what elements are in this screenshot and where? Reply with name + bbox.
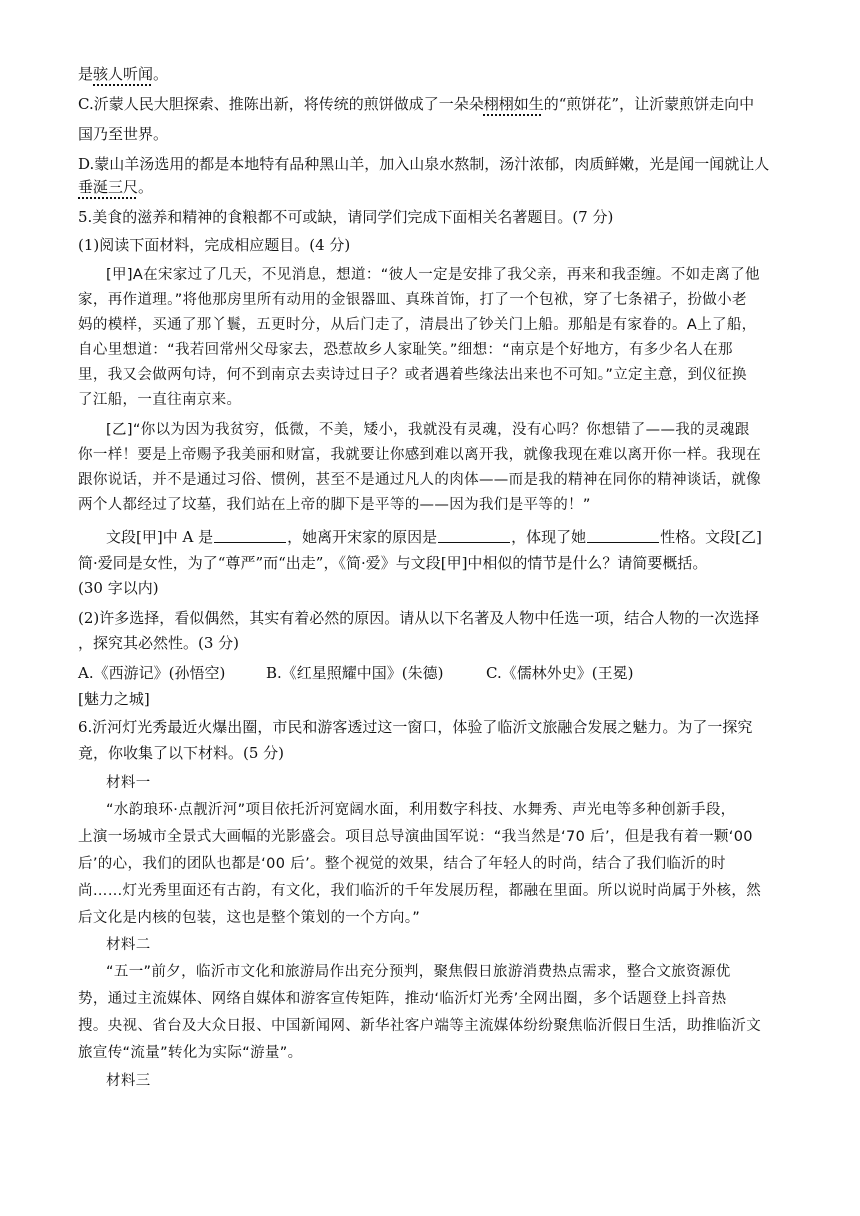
material-2-title: 材料二: [106, 937, 151, 953]
material-1-title: 材料一: [106, 775, 151, 791]
passage-yi-line: [乙]“你以为因为我贫穷，低微，不美，矮小，我就没有灵魂，没有心吗？你想错了——我的灵魂跟: [106, 422, 750, 438]
material-2-line: 旅宣传“流量”转化为实际“游量”。: [78, 1045, 303, 1061]
passage-jia-line: [甲]A在宋家过了几天，不见消息，想道：“彼人一定是安排了我父亲，再来和我歪缠。不如走离了他: [106, 267, 760, 283]
passage-yi-line: 跟你说话，并不是通过习俗、惯例，甚至不是通过凡人的肉体——而是我的精神在同你的精神谈话，就像: [78, 472, 762, 488]
question-text: 文段[甲]中 A 是: [106, 528, 214, 546]
material-1-line: 后文化是内核的包装，这也是整个策划的一个方向。”: [78, 910, 421, 926]
material-1-line: 尚……灯光秀里面还有古韵，有文化，我们临沂的千年发展历程，都融在里面。所以说时尚属于外核，然: [78, 883, 762, 899]
answer-blank-reason[interactable]: [438, 528, 510, 543]
passage-jia-line: 了江船，一直往南京来。: [78, 392, 242, 408]
material-2-line: 搜。央视、省台及大众日报、中国新闻网、新华社客户端等主流媒体纷纷聚焦临沂假日生活，助推临沂文: [78, 1018, 762, 1034]
q5-1-fill-in-question: [106, 527, 783, 547]
q5-1-word-limit: (30 字以内): [78, 579, 159, 597]
q5-2-stem-line2: ，探究其必然性。(3 分): [78, 634, 240, 652]
option-b: B.《红星照耀中国》(朱德): [266, 664, 444, 682]
q4-option-c-line1: C.沂蒙人民大胆探索、推陈出新，将传统的煎饼做成了一朵朵栩栩如生的“煎饼花”，让沂蒙煎饼走向中: [78, 95, 755, 113]
q6-stem-line1: 6.沂河灯光秀最近火爆出圈，市民和游客透过这一窗口，体验了临沂文旅融合发展之魅力。为了一探究: [78, 718, 753, 736]
material-2-line: 势，通过主流媒体、网络自媒体和游客宣传矩阵，推动‘临沂灯光秀’全网出圈，多个话题登上抖音热: [78, 991, 727, 1007]
q5-1-stem: (1)阅读下面材料，完成相应题目。(4 分): [78, 236, 351, 254]
question-text: ，她离开宋家的原因是: [287, 528, 438, 546]
q5-stem: 5.美食的滋养和精神的食粮都不可或缺，请同学们完成下面相关名著题目。(7 分): [78, 208, 614, 226]
emphasized-phrase: 垂涎三尺: [78, 178, 139, 196]
answer-blank-a[interactable]: [214, 528, 286, 543]
passage-jia-line: 家，再作道理。”将他那房里所有动用的金银器皿、真珠首饰，打了一个包袱，穿了七条裙子，扮做小老: [78, 292, 747, 308]
material-1-line: 上演一场城市全景式大画幅的光影盛会。项目总导演曲国军说：“我当然是‘70 后’，但是我有着一颗‘00: [78, 829, 753, 845]
question-text: 性格。文段[乙]: [660, 528, 762, 546]
passage-yi-line: 你一样！要是上帝赐予我美丽和财富，我就要让你感到难以离开我，就像我现在难以离开你一样。我现在: [78, 447, 762, 463]
answer-blank-trait[interactable]: [587, 528, 659, 543]
emphasized-phrase: 栩栩如生: [483, 95, 544, 113]
material-1-line: 后’的心，我们的团队也都是‘00 后’。整个视觉的效果，结合了年轻人的时尚，结合了我们临沂的时: [78, 856, 726, 872]
option-a: A.《西游记》(孙悟空): [78, 664, 226, 682]
q5-2-stem-line1: (2)许多选择，看似偶然，其实有着必然的原因。请从以下名著及人物中任选一项，结合人物的一次选择: [78, 609, 760, 627]
material-1-line: “水韵琅环·点靓沂河”项目依托沂河宽阔水面，利用数字科技、水舞秀、声光电等多种创新手段，: [106, 802, 736, 818]
passage-jia-line: 自心里想道：“我若回常州父母家去，恐惹故乡人家耻笑。”细想：“南京是个好地方，有多少名人在那: [78, 342, 733, 358]
q5-2-options: [78, 663, 783, 683]
emphasized-phrase: 骇人听闻: [93, 65, 154, 83]
option-c: C.《儒林外史》(王冕): [486, 664, 634, 682]
passage-jia-line: 妈的模样，买通了那丫鬟，五更时分，从后门走了，清晨出了钞关门上船。那船是有家眷的。A上了船，: [78, 317, 757, 333]
q4-option-d-line1: D.蒙山羊汤选用的都是本地特有品种黑山羊，加入山泉水熬制，汤汁浓郁，肉质鲜嫩，光是闻一闻就让人: [78, 155, 770, 173]
section-heading: [魅力之城]: [78, 690, 150, 708]
material-2-line: “五一”前夕，临沂市文化和旅游局作出充分预判，聚焦假日旅游消费热点需求，整合文旅资源优: [106, 964, 731, 980]
material-3-title: 材料三: [106, 1073, 151, 1089]
q4-option-c-line2: 国乃至世界。: [78, 125, 169, 143]
q5-1-jane-eyre-question: 简·爱同是女性，为了“尊严”而“出走”，《简·爱》与文段[甲]中相似的情节是什么？请简要概括。: [78, 554, 708, 572]
question-text: ，体现了她: [511, 528, 587, 546]
q6-stem-line2: 竟，你收集了以下材料。(5 分): [78, 744, 285, 762]
passage-jia-line: 里，我又会做两句诗，何不到南京去卖诗过日子？或者遇着些缘法出来也不可知。”立定主意，到仪征换: [78, 367, 747, 383]
q4-option-b-tail: 是骇人听闻。: [78, 65, 169, 83]
q4-option-d-line2: 垂涎三尺。: [78, 178, 154, 196]
passage-yi-line: 两个人都经过了坟墓，我们站在上帝的脚下是平等的——因为我们是平等的！”: [78, 497, 591, 513]
